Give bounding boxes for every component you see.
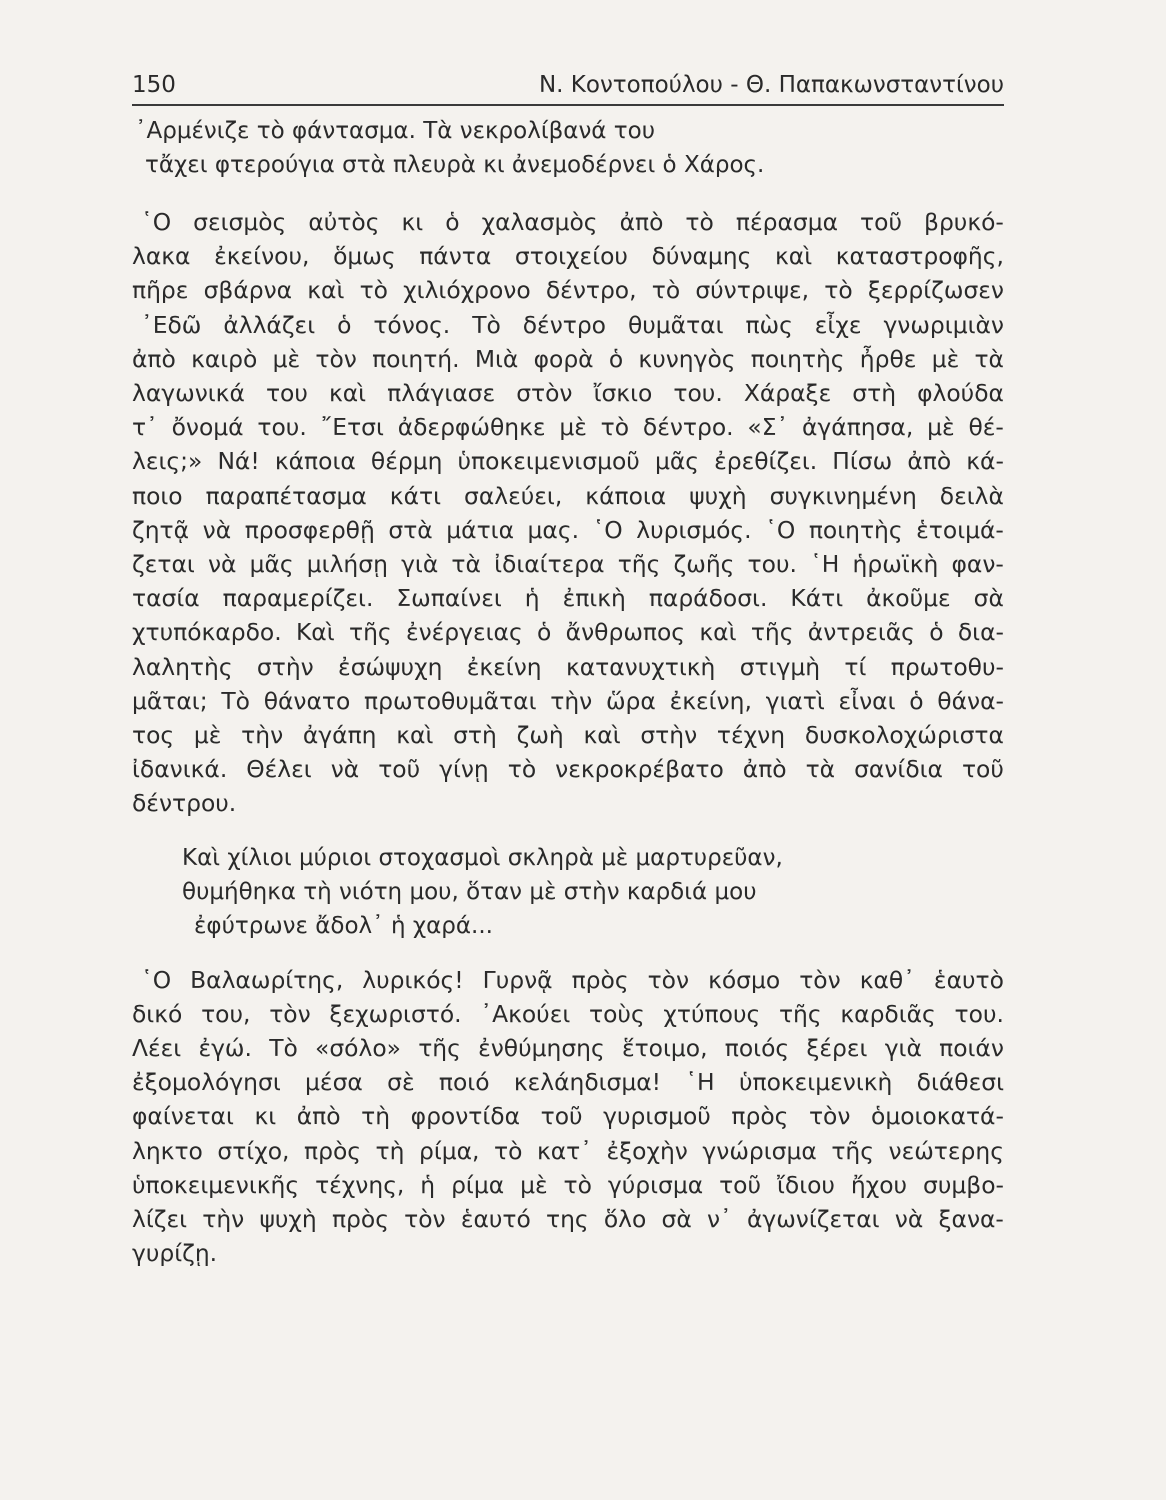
book-page xyxy=(132,72,1004,1270)
text-line: μᾶται; Τὸ θάνατο πρωτοθυμᾶται τὴν ὥρα ἐκείνη, γιατὶ εἶναι ὁ θάνα- xyxy=(132,686,1004,715)
verse-line: τἄχει φτερούγια στὰ πλευρὰ κι ἀνεμοδέρνει ὁ Χάρος. xyxy=(145,152,765,178)
text-line: λίζει τὴν ψυχὴ πρὸς τὸν ἑαυτό της ὅλο σὰ ν᾿ ἀγωνίζεται νὰ ξανα- xyxy=(132,1205,1004,1234)
text-line: ζεται νὰ μᾶς μιλήσῃ γιὰ τὰ ἰδιαίτερα τῆς ζωῆς του. ῾Η ἡρωϊκὴ φαν- xyxy=(132,550,1004,579)
text-line: ᾿Εδῶ ἀλλάζει ὁ τόνος. Τὸ δέντρο θυμᾶται πὼς εἶχε γνωριμιὰν xyxy=(141,310,1004,339)
verse-quote-2 xyxy=(132,841,1004,943)
text-line: ἰδανικά. Θέλει νὰ τοῦ γίνῃ τὸ νεκροκρέβατο ἀπὸ τὰ σανίδια τοῦ xyxy=(132,755,1004,784)
text-line: λαγωνικά του καὶ πλάγιασε στὸν ἴσκιο του. Χάραξε στὴ φλούδα xyxy=(132,379,1004,408)
text-line: λακα ἐκείνου, ὅμως πάντα στοιχείου δύναμης καὶ καταστροφῆς, xyxy=(132,242,1004,271)
text-line: ποιο παραπέτασμα κάτι σαλεύει, κάποια ψυχὴ συγκινημένη δειλὰ xyxy=(132,481,1004,510)
verse-line: ἐφύτρωνε ἄδολ᾿ ἡ χαρά... xyxy=(194,912,493,939)
verse-line: θυμήθηκα τὴ νιότη μου, ὅταν μὲ στὴν καρδιά μου xyxy=(182,878,757,905)
text-line: ἀπὸ καιρὸ μὲ τὸν ποιητή. Μιὰ φορὰ ὁ κυνηγὸς ποιητὴς ἦρθε μὲ τὰ xyxy=(132,344,1004,373)
paragraph-1 xyxy=(132,205,1004,821)
text-line: χτυπόκαρδο. Καὶ τῆς ἐνέργειας ὁ ἄνθρωπος καὶ τῆς ἀντρειᾶς ὁ δια- xyxy=(132,618,1004,647)
verse-line: ᾿Αρμένιζε τὸ φάντασμα. Τὰ νεκρολίβανά του xyxy=(135,118,656,144)
text-line: λεις;» Νά! κάποια θέρμη ὑποκειμενισμοῦ μᾶς ἐρεθίζει. Πίσω ἀπὸ κά- xyxy=(132,447,1004,476)
text-line: ῾Ο σεισμὸς αὐτὸς κι ὁ χαλασμὸς ἀπὸ τὸ πέρασμα τοῦ βρυκό- xyxy=(141,208,1004,236)
text-line: φαίνεται κι ἀπὸ τὴ φροντίδα τοῦ γυρισμοῦ πρὸς τὸν ὁμοιοκατά- xyxy=(132,1102,1004,1131)
text-line: ῾Ο Βαλαωρίτης, λυρικός! Γυρνᾷ πρὸς τὸν κόσμο τὸν καθ᾿ ἑαυτὸ xyxy=(141,965,1004,994)
text-line: λαλητὴς στὴν ἐσώψυχη ἐκείνη κατανυχτικὴ στιγμὴ τί πρωτοθυ- xyxy=(132,652,1004,681)
verse-line: Καὶ χίλιοι μύριοι στοχασμοὶ σκληρὰ μὲ μαρτυρεῦαν, xyxy=(182,844,783,871)
verse-quote-1 xyxy=(132,114,1004,182)
running-title: Ν. Κοντοπούλου - Θ. Παπακωνσταντίνου xyxy=(538,72,1004,98)
page-number: 150 xyxy=(132,72,176,98)
text-line: δέντρου. xyxy=(132,789,237,818)
text-line: τος μὲ τὴν ἀγάπη καὶ στὴ ζωὴ καὶ στὴν τέχνη δυσκολοχώριστα xyxy=(132,721,1004,750)
text-line: πῆρε σβάρνα καὶ τὸ χιλιόχρονο δέντρο, τὸ σύντριψε, τὸ ξερρίζωσεν xyxy=(132,276,1004,305)
text-line: τ᾿ ὄνομά του. ῎Ετσι ἀδερφώθηκε μὲ τὸ δέντρο. «Σ᾿ ἀγάπησα, μὲ θέ- xyxy=(132,413,1004,442)
text-line: ζητᾷ νὰ προσφερθῇ στὰ μάτια μας. ῾Ο λυρισμός. ῾Ο ποιητὴς ἑτοιμά- xyxy=(132,515,1004,544)
text-line: δικό του, τὸν ξεχωριστό. ᾿Ακούει τοὺς χτύπους τῆς καρδιᾶς του. xyxy=(132,999,1004,1028)
text-line: ληκτο στίχο, πρὸς τὴ ρίμα, τὸ κατ᾿ ἐξοχὴν γνώρισμα τῆς νεώτερης xyxy=(132,1136,1004,1165)
paragraph-2 xyxy=(132,963,1004,1271)
text-line: γυρίζῃ. xyxy=(132,1239,218,1268)
page-header xyxy=(132,72,1004,106)
text-line: ὑποκειμενικῆς τέχνης, ἡ ρίμα μὲ τὸ γύρισμα τοῦ ἴδιου ἤχου συμβο- xyxy=(132,1170,1004,1199)
text-line: Λέει ἐγώ. Τὸ «σόλο» τῆς ἐνθύμησης ἕτοιμο, ποιός ξέρει γιὰ ποιάν xyxy=(132,1034,1004,1063)
text-line: ἐξομολόγησι μέσα σὲ ποιό κελάηδισμα! ῾Η ὑποκειμενικὴ διάθεσι xyxy=(132,1068,1004,1097)
text-line: τασία παραμερίζει. Σωπαίνει ἡ ἐπικὴ παράδοσι. Κάτι ἀκοῦμε σὰ xyxy=(132,584,1004,613)
